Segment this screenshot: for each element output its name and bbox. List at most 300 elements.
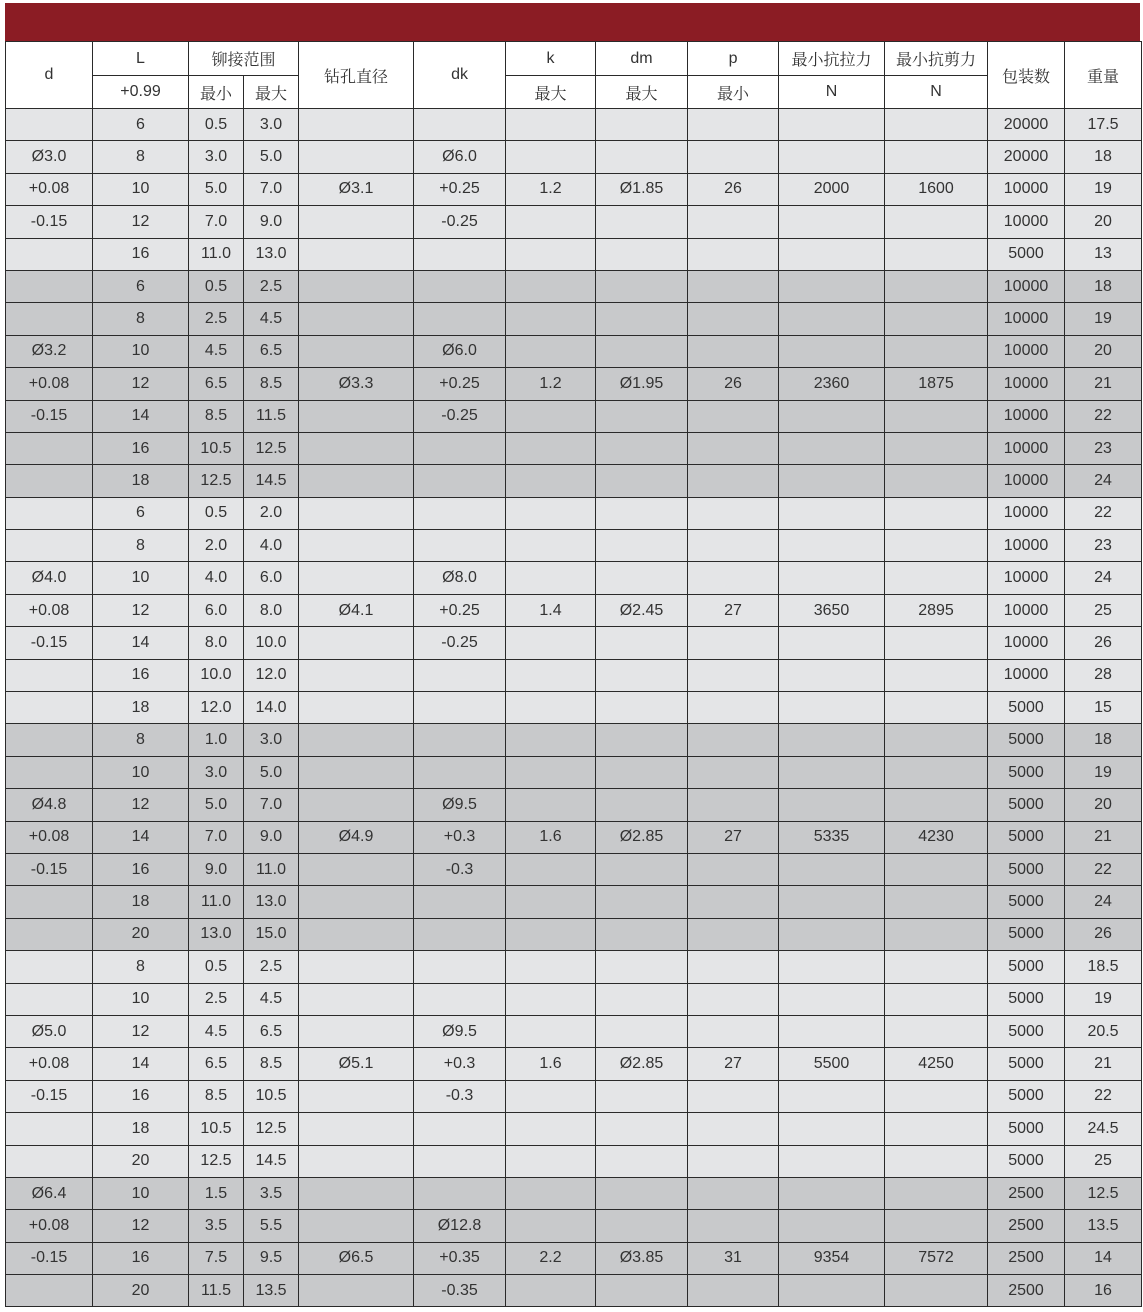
table-row [6,1275,1142,1307]
cell-shear [885,303,988,335]
cell-pack: 5000 [988,918,1065,950]
cell-pack: 5000 [988,853,1065,885]
cell-weight: 20 [1065,335,1142,367]
cell-shear [885,724,988,756]
table-row [6,1015,1142,1047]
cell-dk: Ø9.5 [414,789,506,821]
cell-pack: 10000 [988,303,1065,335]
cell-L: 14 [93,821,189,853]
cell-weight: 23 [1065,530,1142,562]
cell-L: 16 [93,1242,189,1274]
cell-d: -0.15 [6,206,93,238]
cell-grip-max: 14.5 [244,1145,299,1177]
cell-dm [596,109,688,141]
cell-weight: 24.5 [1065,1113,1142,1145]
cell-grip-max: 7.0 [244,789,299,821]
table-row [6,983,1142,1015]
cell-weight: 21 [1065,1048,1142,1080]
cell-d [6,659,93,691]
cell-d [6,983,93,1015]
cell-L: 16 [93,1080,189,1112]
cell-tensile [779,432,885,464]
cell-tensile [779,756,885,788]
cell-p: 31 [688,1242,779,1274]
cell-p [688,951,779,983]
cell-dm [596,1210,688,1242]
cell-weight: 25 [1065,594,1142,626]
cell-L: 10 [93,335,189,367]
cell-k [506,1177,596,1209]
cell-weight: 13.5 [1065,1210,1142,1242]
cell-weight: 16 [1065,1275,1142,1307]
col-drill: 钻孔直径 [299,42,414,109]
cell-pack: 5000 [988,821,1065,853]
table-row [6,1048,1142,1080]
col-k-sub: 最大 [506,76,596,109]
cell-k [506,627,596,659]
cell-L: 20 [93,1275,189,1307]
cell-dk [414,270,506,302]
cell-weight: 17.5 [1065,109,1142,141]
cell-d: Ø4.0 [6,562,93,594]
cell-dm [596,983,688,1015]
cell-grip-max: 7.0 [244,173,299,205]
cell-shear: 2895 [885,594,988,626]
cell-k [506,1113,596,1145]
col-d: d [6,42,93,109]
cell-tensile: 2360 [779,368,885,400]
cell-grip-min: 6.5 [189,1048,244,1080]
cell-dk [414,238,506,270]
cell-pack: 5000 [988,724,1065,756]
table-row [6,335,1142,367]
cell-pack: 5000 [988,1145,1065,1177]
cell-d: Ø3.0 [6,141,93,173]
table-row [6,1145,1142,1177]
cell-d [6,1145,93,1177]
cell-d [6,756,93,788]
cell-grip-max: 5.0 [244,141,299,173]
cell-d [6,238,93,270]
col-shear: 最小抗剪力 [885,42,988,76]
table-row [6,141,1142,173]
cell-dm [596,303,688,335]
cell-p [688,659,779,691]
cell-k: 1.6 [506,821,596,853]
cell-k: 1.2 [506,173,596,205]
cell-grip-min: 12.0 [189,692,244,724]
cell-grip-min: 11.0 [189,238,244,270]
cell-L: 14 [93,627,189,659]
cell-grip-max: 5.5 [244,1210,299,1242]
cell-p [688,1015,779,1047]
cell-pack: 5000 [988,886,1065,918]
cell-pack: 10000 [988,173,1065,205]
cell-dk: -0.3 [414,1080,506,1112]
cell-dm [596,1015,688,1047]
cell-pack: 10000 [988,562,1065,594]
cell-L: 8 [93,724,189,756]
cell-weight: 24 [1065,562,1142,594]
cell-grip-max: 14.5 [244,465,299,497]
cell-shear: 7572 [885,1242,988,1274]
cell-grip-min: 4.5 [189,1015,244,1047]
cell-L: 18 [93,692,189,724]
cell-grip-min: 3.0 [189,756,244,788]
cell-pack: 10000 [988,400,1065,432]
cell-shear [885,1177,988,1209]
cell-dk: Ø6.0 [414,141,506,173]
cell-dk: Ø8.0 [414,562,506,594]
cell-grip-min: 4.0 [189,562,244,594]
cell-shear: 1875 [885,368,988,400]
cell-tensile [779,141,885,173]
cell-grip-min: 4.5 [189,335,244,367]
cell-p: 27 [688,821,779,853]
cell-shear [885,432,988,464]
cell-dk: Ø9.5 [414,1015,506,1047]
cell-d: Ø4.8 [6,789,93,821]
cell-tensile [779,206,885,238]
cell-grip-max: 12.5 [244,1113,299,1145]
cell-L: 10 [93,756,189,788]
col-dm: dm [596,42,688,76]
cell-d: Ø6.4 [6,1177,93,1209]
cell-tensile: 2000 [779,173,885,205]
cell-k [506,1210,596,1242]
cell-dm [596,1145,688,1177]
table-row [6,724,1142,756]
cell-grip-max: 10.0 [244,627,299,659]
cell-grip-min: 5.0 [189,789,244,821]
cell-pack: 2500 [988,1242,1065,1274]
cell-grip-max: 9.5 [244,1242,299,1274]
cell-d: +0.08 [6,173,93,205]
cell-drill: Ø3.1 [299,173,414,205]
cell-d: -0.15 [6,1242,93,1274]
cell-tensile [779,335,885,367]
cell-grip-max: 15.0 [244,918,299,950]
cell-tensile [779,789,885,821]
cell-grip-min: 0.5 [189,270,244,302]
cell-tensile [779,918,885,950]
cell-grip-max: 12.0 [244,659,299,691]
cell-dm [596,270,688,302]
cell-p [688,562,779,594]
cell-tensile [779,853,885,885]
cell-p [688,109,779,141]
cell-drill [299,1145,414,1177]
cell-pack: 5000 [988,692,1065,724]
cell-dk [414,886,506,918]
table-row [6,1080,1142,1112]
table-row [6,270,1142,302]
cell-weight: 21 [1065,368,1142,400]
cell-L: 14 [93,1048,189,1080]
cell-drill [299,692,414,724]
cell-weight: 23 [1065,432,1142,464]
cell-shear [885,335,988,367]
cell-shear [885,206,988,238]
cell-p [688,238,779,270]
cell-grip-max: 2.5 [244,270,299,302]
cell-tensile [779,109,885,141]
cell-drill: Ø4.1 [299,594,414,626]
cell-dk [414,951,506,983]
cell-d [6,497,93,529]
cell-grip-min: 7.0 [189,206,244,238]
cell-pack: 10000 [988,206,1065,238]
cell-dm: Ø2.85 [596,1048,688,1080]
cell-pack: 10000 [988,659,1065,691]
cell-L: 16 [93,238,189,270]
cell-p [688,497,779,529]
cell-d: +0.08 [6,594,93,626]
cell-pack: 10000 [988,465,1065,497]
cell-k [506,886,596,918]
cell-k [506,1145,596,1177]
cell-grip-max: 13.0 [244,886,299,918]
cell-grip-max: 14.0 [244,692,299,724]
cell-grip-min: 12.5 [189,1145,244,1177]
cell-drill [299,238,414,270]
cell-weight: 14 [1065,1242,1142,1274]
cell-d [6,1275,93,1307]
cell-tensile [779,497,885,529]
cell-dm [596,789,688,821]
cell-grip-max: 5.0 [244,756,299,788]
cell-dm: Ø3.85 [596,1242,688,1274]
cell-weight: 22 [1065,497,1142,529]
cell-drill [299,206,414,238]
cell-pack: 5000 [988,238,1065,270]
cell-pack: 10000 [988,594,1065,626]
cell-k: 2.2 [506,1242,596,1274]
cell-tensile [779,562,885,594]
cell-k [506,1015,596,1047]
cell-k: 1.2 [506,368,596,400]
table-body [6,109,1142,1307]
cell-k [506,951,596,983]
cell-weight: 22 [1065,853,1142,885]
cell-shear [885,951,988,983]
cell-d: -0.15 [6,400,93,432]
cell-d [6,724,93,756]
cell-drill: Ø5.1 [299,1048,414,1080]
table-row [6,692,1142,724]
cell-drill [299,1210,414,1242]
cell-dk [414,530,506,562]
cell-k [506,270,596,302]
cell-p: 26 [688,173,779,205]
cell-grip-min: 11.0 [189,886,244,918]
cell-grip-max: 4.5 [244,983,299,1015]
cell-pack: 20000 [988,109,1065,141]
cell-p [688,270,779,302]
cell-p [688,1145,779,1177]
col-L: L [93,42,189,76]
cell-grip-min: 2.5 [189,983,244,1015]
cell-shear [885,789,988,821]
cell-weight: 19 [1065,173,1142,205]
cell-weight: 18.5 [1065,951,1142,983]
cell-L: 18 [93,886,189,918]
cell-dk [414,465,506,497]
cell-tensile [779,1210,885,1242]
table-row [6,465,1142,497]
cell-pack: 5000 [988,1015,1065,1047]
cell-dk [414,1145,506,1177]
cell-grip-max: 11.5 [244,400,299,432]
cell-L: 12 [93,206,189,238]
cell-shear: 4250 [885,1048,988,1080]
cell-tensile [779,886,885,918]
cell-grip-min: 0.5 [189,951,244,983]
table-row [6,1113,1142,1145]
cell-pack: 2500 [988,1210,1065,1242]
cell-p [688,789,779,821]
cell-d [6,465,93,497]
cell-k [506,1275,596,1307]
cell-shear [885,853,988,885]
cell-drill [299,432,414,464]
cell-L: 14 [93,400,189,432]
cell-shear [885,918,988,950]
cell-d: Ø5.0 [6,1015,93,1047]
table-row [6,238,1142,270]
cell-dk [414,756,506,788]
cell-shear [885,627,988,659]
cell-d: -0.15 [6,853,93,885]
cell-drill [299,400,414,432]
cell-tensile [779,400,885,432]
cell-p [688,1113,779,1145]
cell-shear [885,983,988,1015]
table-row [6,886,1142,918]
cell-grip-min: 6.0 [189,594,244,626]
cell-grip-max: 2.0 [244,497,299,529]
cell-k [506,530,596,562]
cell-L: 10 [93,173,189,205]
cell-d [6,270,93,302]
cell-tensile [779,692,885,724]
cell-grip-max: 12.5 [244,432,299,464]
cell-grip-max: 6.5 [244,1015,299,1047]
cell-weight: 26 [1065,627,1142,659]
cell-L: 12 [93,368,189,400]
cell-L: 8 [93,530,189,562]
cell-p [688,530,779,562]
cell-L: 6 [93,270,189,302]
header-banner [5,3,1140,41]
cell-dk: -0.25 [414,206,506,238]
cell-dk: -0.25 [414,400,506,432]
cell-k [506,432,596,464]
cell-tensile [779,951,885,983]
cell-dm [596,141,688,173]
table-row [6,1177,1142,1209]
cell-p [688,724,779,756]
col-pack: 包装数 [988,42,1065,109]
cell-tensile [779,1145,885,1177]
cell-dk: +0.25 [414,173,506,205]
cell-k [506,562,596,594]
cell-dk: +0.25 [414,594,506,626]
cell-dk: +0.35 [414,1242,506,1274]
cell-drill [299,562,414,594]
cell-grip-min: 8.5 [189,1080,244,1112]
cell-drill: Ø4.9 [299,821,414,853]
cell-shear [885,270,988,302]
cell-dk [414,659,506,691]
cell-dm [596,530,688,562]
table-row [6,368,1142,400]
cell-p [688,756,779,788]
cell-dm: Ø1.85 [596,173,688,205]
cell-weight: 18 [1065,724,1142,756]
cell-dk [414,983,506,1015]
cell-dm [596,206,688,238]
cell-shear [885,465,988,497]
cell-tensile [779,983,885,1015]
cell-k [506,789,596,821]
cell-L: 18 [93,1113,189,1145]
cell-drill [299,951,414,983]
cell-k [506,141,596,173]
cell-dk: -0.3 [414,853,506,885]
cell-shear: 1600 [885,173,988,205]
cell-drill [299,335,414,367]
cell-drill [299,1275,414,1307]
table-row [6,206,1142,238]
cell-drill [299,497,414,529]
cell-d [6,1113,93,1145]
cell-dk: +0.3 [414,1048,506,1080]
cell-p [688,141,779,173]
cell-d [6,303,93,335]
cell-dk [414,692,506,724]
cell-drill [299,1177,414,1209]
cell-drill [299,886,414,918]
cell-grip-max: 4.5 [244,303,299,335]
cell-grip-max: 9.0 [244,821,299,853]
cell-k [506,335,596,367]
table-row [6,1210,1142,1242]
cell-shear [885,1275,988,1307]
cell-L: 8 [93,951,189,983]
cell-k [506,238,596,270]
cell-dm [596,562,688,594]
cell-shear [885,1210,988,1242]
table-row [6,562,1142,594]
cell-d: +0.08 [6,821,93,853]
cell-d [6,432,93,464]
cell-d: +0.08 [6,1210,93,1242]
cell-d: +0.08 [6,1048,93,1080]
cell-L: 12 [93,1210,189,1242]
col-shear-unit: N [885,76,988,109]
cell-tensile [779,659,885,691]
cell-p [688,983,779,1015]
cell-pack: 10000 [988,368,1065,400]
cell-dm [596,1113,688,1145]
cell-grip-min: 6.5 [189,368,244,400]
cell-grip-max: 6.5 [244,335,299,367]
table-row [6,1242,1142,1274]
cell-shear [885,756,988,788]
cell-grip-max: 9.0 [244,206,299,238]
col-k: k [506,42,596,76]
